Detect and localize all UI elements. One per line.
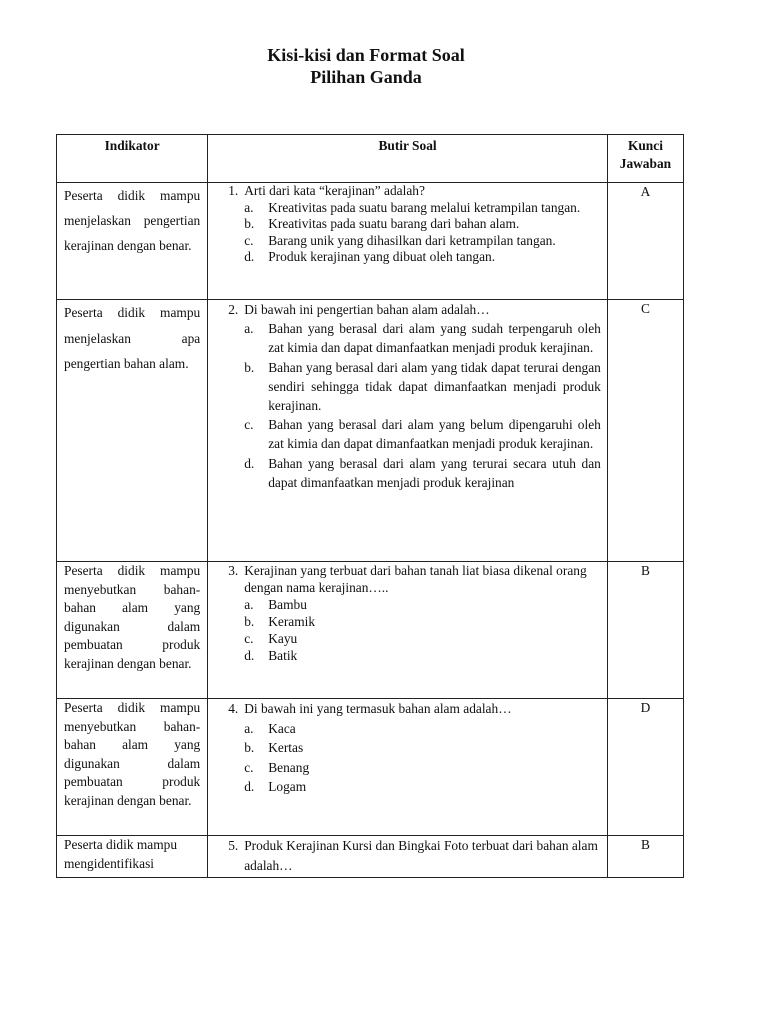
option-item [238, 216, 607, 233]
question [208, 300, 607, 319]
option-letter: c. [244, 232, 254, 248]
table-row [57, 300, 684, 562]
option-letter: d. [244, 648, 255, 663]
option-item [238, 719, 607, 739]
option-item [238, 613, 607, 630]
kunci-jawaban-cell: D [607, 699, 683, 836]
option-item [238, 647, 607, 664]
option-letter: b. [244, 740, 255, 755]
table-row [57, 836, 684, 878]
table-row [57, 183, 684, 300]
kunci-jawaban-cell: A [607, 183, 683, 300]
option-text: Batik [268, 648, 298, 663]
question [208, 699, 607, 719]
option-letter: d. [244, 249, 255, 264]
option-text: Logam [268, 779, 307, 794]
option-text: Keramik [268, 614, 316, 629]
question-number: 5. [228, 838, 239, 853]
option-item [238, 738, 607, 758]
indikator-cell: Peserta didik mampu menyebutkan bahan-bahan alam yang digunakan dalam pembuatan produk kerajinan dengan benar. [57, 562, 208, 699]
butir-soal-cell [208, 300, 608, 562]
option-letter: a. [244, 720, 254, 736]
title-line-1: Kisi-kisi dan Format Soal [267, 45, 465, 65]
option-text: Kertas [268, 740, 304, 755]
table-header-row [57, 135, 684, 183]
option-letter: a. [244, 321, 254, 337]
option-text: Bahan yang berasal dari alam yang tidak dapat terurai dengan sendiri sehingga tidak dapat dimanfaatkan menjadi produk kerajinan. [268, 359, 601, 414]
option-text: Kayu [268, 631, 298, 646]
option-text: Bambu [268, 597, 307, 612]
indikator-cell: Peserta didik mampu menjelaskan apa pengertian bahan alam. [57, 300, 208, 562]
butir-soal-cell [208, 699, 608, 836]
header-butir-soal: Butir Soal [208, 135, 608, 183]
option-item [238, 415, 607, 453]
butir-soal-cell [208, 183, 608, 300]
question-number: 3. [228, 563, 239, 578]
question-text: Produk Kerajinan Kursi dan Bingkai Foto terbuat dari bahan alam adalah… [244, 838, 598, 873]
option-text: Kreativitas pada suatu barang melalui ketrampilan tangan. [268, 199, 581, 215]
option-text: Produk kerajinan yang dibuat oleh tangan. [268, 249, 496, 264]
table-row [57, 562, 684, 699]
option-letter: b. [244, 216, 255, 231]
option-text: Bahan yang berasal dari alam yang sudah terpengaruh oleh zat kimia dan dapat dimanfaatkan menjadi produk kerajinan. [268, 321, 601, 356]
question-text: Di bawah ini yang termasuk bahan alam adalah… [244, 701, 512, 716]
option-letter: c. [244, 417, 254, 433]
option-text: Bahan yang berasal dari alam yang terurai secara utuh dan dapat dimanfaatkan menjadi produk kerajinan [268, 455, 601, 490]
header-kunci-line2: Jawaban [619, 156, 672, 171]
option-letter: d. [244, 455, 255, 471]
option-item [238, 758, 607, 778]
indikator-cell: Peserta didik mampu menjelaskan pengertian kerajinan dengan benar. [57, 183, 208, 300]
question-text: Di bawah ini pengertian bahan alam adalah… [244, 302, 490, 317]
title-line-2: Pilihan Ganda [310, 67, 422, 87]
kunci-jawaban-cell: C [607, 300, 683, 562]
option-letter: c. [244, 759, 254, 775]
butir-soal-cell [208, 836, 608, 878]
option-letter: b. [244, 614, 255, 629]
option-item [238, 596, 607, 613]
header-kunci-line1: Kunci [627, 138, 663, 153]
question [208, 562, 607, 596]
option-letter: a. [244, 199, 254, 215]
option-text: Bahan yang berasal dari alam yang belum dipengaruhi oleh zat kimia dan dapat dimanfaatkan menjadi produk kerajinan. [268, 417, 601, 452]
option-item [238, 249, 607, 266]
kunci-jawaban-cell: B [607, 562, 683, 699]
option-item [238, 454, 607, 492]
indikator-cell: Peserta didik mampu menyebutkan bahan-bahan alam yang digunakan dalam pembuatan produk kerajinan dengan benar. [57, 699, 208, 836]
option-letter: a. [244, 597, 254, 612]
option-item [238, 777, 607, 797]
option-item [238, 358, 607, 416]
option-text: Benang [268, 759, 310, 775]
question-number: 4. [228, 701, 239, 716]
option-text: Kaca [268, 720, 296, 736]
option-text: Barang unik yang dihasilkan dari ketrampilan tangan. [268, 232, 556, 248]
question-number: 1. [228, 183, 239, 198]
option-letter: c. [244, 631, 254, 646]
question-text: Kerajinan yang terbuat dari bahan tanah liat biasa dikenal orang dengan nama kerajinan….. [244, 563, 587, 595]
option-text: Kreativitas pada suatu barang dari bahan alam. [268, 216, 520, 231]
option-item [238, 200, 607, 217]
question [208, 836, 607, 876]
indikator-cell: Peserta didik mampu mengidentifikasi [57, 836, 208, 878]
option-item [238, 630, 607, 647]
butir-soal-cell [208, 562, 608, 699]
option-item [238, 233, 607, 250]
option-letter: d. [244, 779, 255, 794]
option-item [238, 319, 607, 357]
question [208, 183, 607, 200]
question-grid-table [56, 134, 684, 878]
header-indikator: Indikator [57, 135, 208, 183]
table-row [57, 699, 684, 836]
header-kunci-jawaban [607, 135, 683, 183]
kunci-jawaban-cell: B [607, 836, 683, 878]
question-number: 2. [228, 302, 239, 317]
question-text: Arti dari kata “kerajinan” adalah? [244, 183, 425, 198]
document-title [0, 44, 732, 88]
option-letter: b. [244, 359, 255, 375]
